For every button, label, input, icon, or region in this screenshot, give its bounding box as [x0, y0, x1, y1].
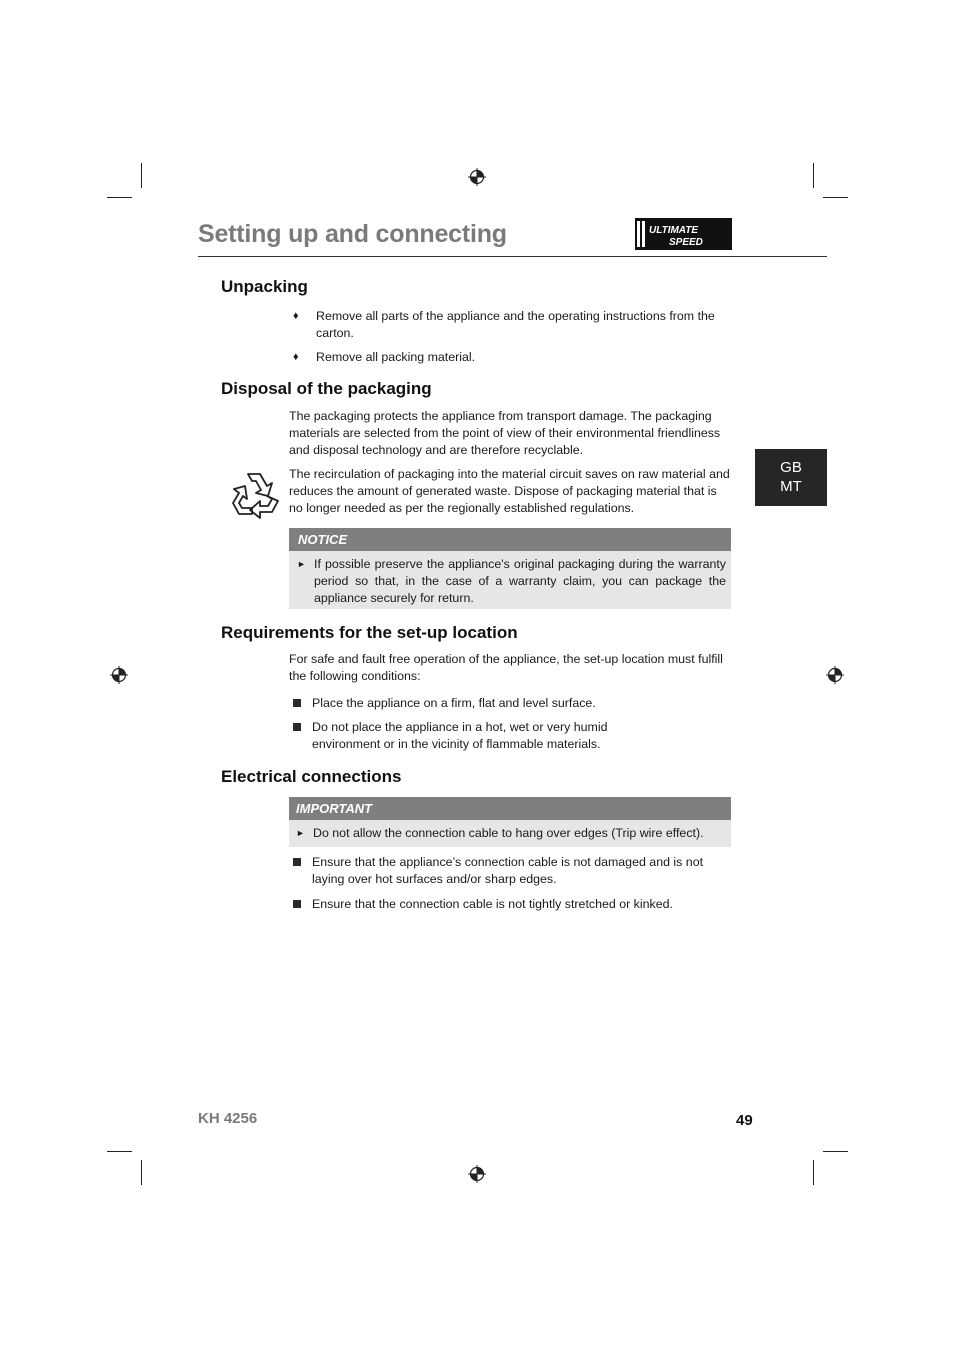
- section-heading-requirements: Requirements for the set-up location: [221, 623, 518, 642]
- language-tab-gb: GB: [780, 459, 802, 476]
- logo-word-bottom: SPEED: [669, 237, 703, 248]
- important-header: IMPORTANT: [289, 797, 731, 820]
- requirements-intro: For safe and fault free operation of the appliance, the set-up location must fulfill the following conditions:: [289, 652, 723, 683]
- diamond-bullet-icon: ♦: [293, 310, 299, 322]
- arrow-bullet-icon: ►: [297, 559, 306, 569]
- list-item: Ensure that the connection cable is not tightly stretched or kinked.: [312, 897, 673, 911]
- diamond-bullet-icon: ♦: [293, 351, 299, 363]
- registration-mark-icon: [468, 168, 486, 186]
- important-box: [289, 820, 731, 847]
- language-tab: [755, 449, 827, 506]
- model-number: KH 4256: [198, 1110, 258, 1127]
- list-item: Remove all packing material.: [316, 350, 476, 364]
- list-item: Do not place the appliance in a hot, wet or very humid environment or in the vicinity of flammable materials.: [312, 720, 608, 751]
- disposal-paragraph: The recirculation of packaging into the material circuit saves on raw material and reduces the amount of generated waste. Dispose of packaging material that is no longer needed as per the regionally established regulations.: [289, 467, 730, 515]
- crop-mark: [107, 1151, 132, 1152]
- square-bullet-icon: [293, 858, 301, 866]
- square-bullet-icon: [293, 723, 301, 731]
- crop-mark: [107, 197, 132, 198]
- section-heading-unpacking: Unpacking: [221, 277, 308, 296]
- registration-mark-icon: [468, 1165, 486, 1183]
- crop-mark: [813, 1160, 814, 1185]
- brand-logo: [635, 218, 732, 250]
- registration-mark-icon: [826, 666, 844, 684]
- crop-mark: [141, 163, 142, 188]
- important-text: Do not allow the connection cable to hang over edges (Trip wire effect).: [313, 826, 704, 840]
- square-bullet-icon: [293, 699, 301, 707]
- square-bullet-icon: [293, 900, 301, 908]
- language-tab-mt: MT: [780, 478, 802, 495]
- notice-box: [289, 551, 731, 609]
- list-item: Remove all parts of the appliance and the operating instructions from the carton.: [316, 309, 715, 340]
- section-heading-disposal: Disposal of the packaging: [221, 379, 432, 398]
- registration-mark-icon: [110, 666, 128, 684]
- notice-header: NOTICE: [289, 528, 731, 551]
- logo-word-top: ULTIMATE: [649, 225, 699, 236]
- crop-mark: [823, 197, 848, 198]
- page-title: Setting up and connecting: [198, 220, 507, 248]
- section-heading-electrical: Electrical connections: [221, 767, 402, 786]
- disposal-paragraph: The packaging protects the appliance from transport damage. The packaging materials are selected from the point of view of their environmental friendliness and disposal technology and are therefore recyclable.: [289, 409, 721, 457]
- arrow-bullet-icon: ►: [296, 828, 305, 838]
- crop-mark: [823, 1151, 848, 1152]
- notice-text: If possible preserve the appliance's original packaging during the warranty period so that, in the case of a warranty claim, you can package the appliance securely for return.: [314, 557, 726, 605]
- brand-logo-icon: [635, 218, 732, 250]
- list-item: Ensure that the appliance’s connection cable is not damaged and is not laying over hot surfaces and/or sharp edges.: [312, 855, 704, 886]
- list-item: Place the appliance on a firm, flat and level surface.: [312, 696, 596, 710]
- crop-mark: [141, 1160, 142, 1185]
- recycle-icon: [226, 468, 284, 524]
- crop-mark: [813, 163, 814, 188]
- header-rule: [198, 256, 827, 257]
- page-number: 49: [736, 1112, 753, 1129]
